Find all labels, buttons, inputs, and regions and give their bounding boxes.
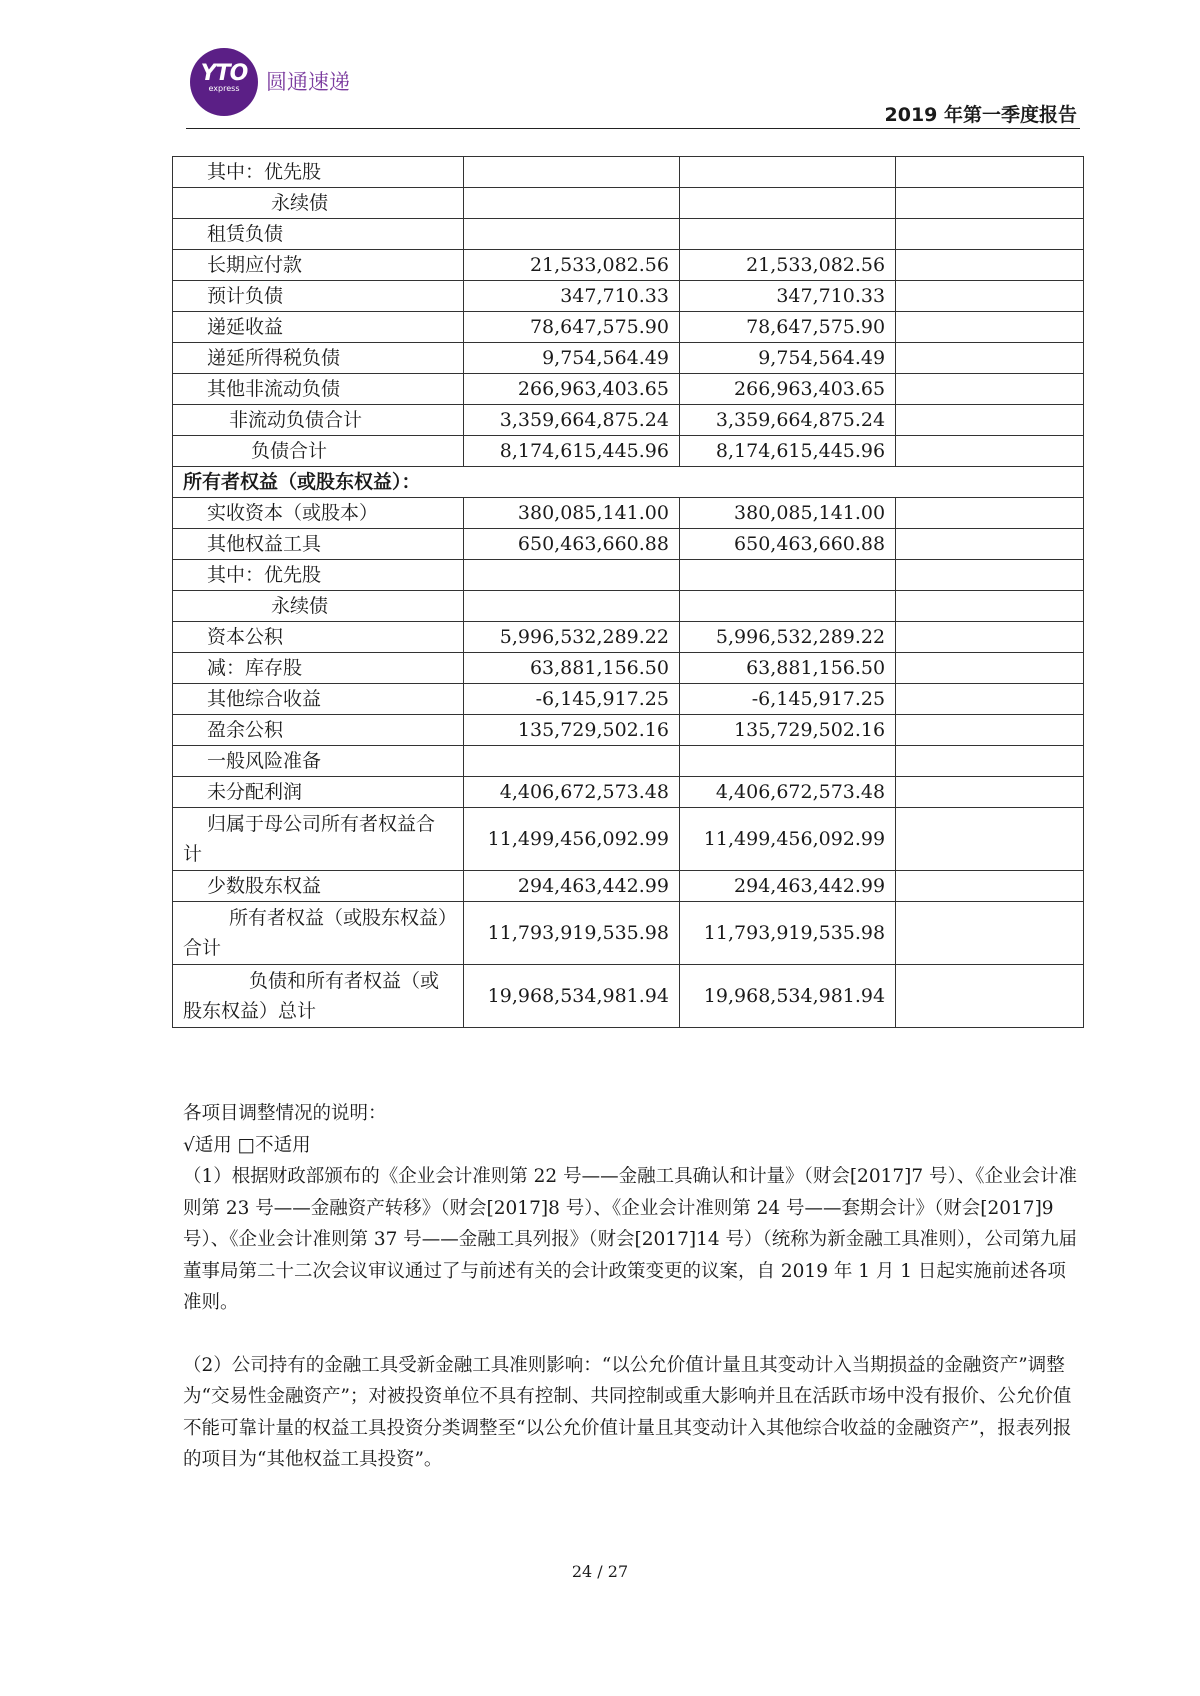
value-cell-3 <box>896 281 1084 312</box>
value-cell-1: 650,463,660.88 <box>463 529 679 560</box>
value-cell-1: 380,085,141.00 <box>463 498 679 529</box>
table-row <box>173 281 1084 312</box>
balance-sheet-table <box>172 156 1084 1028</box>
value-cell-3 <box>896 746 1084 777</box>
value-cell-3 <box>896 157 1084 188</box>
value-cell-2: 3,359,664,875.24 <box>679 405 895 436</box>
logo-badge <box>190 48 258 116</box>
row-label: 资本公积 <box>173 622 464 653</box>
row-label: 其他非流动负债 <box>173 374 464 405</box>
value-cell-2: 5,996,532,289.22 <box>679 622 895 653</box>
value-cell-3 <box>896 188 1084 219</box>
value-cell-3 <box>896 343 1084 374</box>
table-row <box>173 157 1084 188</box>
page-header <box>0 0 1200 140</box>
logo-subtext: express <box>208 84 240 93</box>
value-cell-3 <box>896 405 1084 436</box>
value-cell-3 <box>896 591 1084 622</box>
value-cell-3 <box>896 965 1084 1028</box>
value-cell-2: -6,145,917.25 <box>679 684 895 715</box>
value-cell-3 <box>896 622 1084 653</box>
value-cell-3 <box>896 250 1084 281</box>
value-cell-2 <box>679 188 895 219</box>
table-row <box>173 560 1084 591</box>
value-cell-3 <box>896 312 1084 343</box>
table-row <box>173 808 1084 871</box>
value-cell-1 <box>463 219 679 250</box>
table-row <box>173 219 1084 250</box>
row-label: 预计负债 <box>173 281 464 312</box>
value-cell-2: 11,499,456,092.99 <box>679 808 895 871</box>
row-label: 盈余公积 <box>173 715 464 746</box>
row-label: 永续债 <box>173 188 464 219</box>
value-cell-1: 11,793,919,535.98 <box>463 902 679 965</box>
value-cell-2: 266,963,403.65 <box>679 374 895 405</box>
value-cell-2: 135,729,502.16 <box>679 715 895 746</box>
value-cell-2: 8,174,615,445.96 <box>679 436 895 467</box>
page-number: 24 / 27 <box>571 1562 629 1581</box>
value-cell-3 <box>896 902 1084 965</box>
value-cell-3 <box>896 653 1084 684</box>
company-logo <box>190 48 360 116</box>
row-label: 归属于母公司所有者权益合计 <box>173 808 464 871</box>
value-cell-3 <box>896 498 1084 529</box>
table-row <box>173 746 1084 777</box>
applicability-indicator: √适用 □不适用 <box>183 1134 311 1156</box>
table-row <box>173 965 1084 1028</box>
section-row <box>173 467 1084 498</box>
value-cell-2: 4,406,672,573.48 <box>679 777 895 808</box>
table-row <box>173 498 1084 529</box>
table-row <box>173 777 1084 808</box>
company-name: 圆通速递 <box>266 70 350 94</box>
value-cell-3 <box>896 684 1084 715</box>
value-cell-2: 9,754,564.49 <box>679 343 895 374</box>
value-cell-2 <box>679 157 895 188</box>
row-label: 负债和所有者权益（或股东权益）总计 <box>173 965 464 1028</box>
table-row <box>173 436 1084 467</box>
row-label: 永续债 <box>173 591 464 622</box>
value-cell-2: 650,463,660.88 <box>679 529 895 560</box>
value-cell-2: 347,710.33 <box>679 281 895 312</box>
value-cell-2: 11,793,919,535.98 <box>679 902 895 965</box>
table-row <box>173 405 1084 436</box>
value-cell-1: 8,174,615,445.96 <box>463 436 679 467</box>
value-cell-3 <box>896 219 1084 250</box>
row-label: 少数股东权益 <box>173 871 464 902</box>
value-cell-2 <box>679 560 895 591</box>
value-cell-1: 78,647,575.90 <box>463 312 679 343</box>
value-cell-3 <box>896 808 1084 871</box>
row-label: 递延所得税负债 <box>173 343 464 374</box>
value-cell-1: 347,710.33 <box>463 281 679 312</box>
table-row <box>173 374 1084 405</box>
table-row <box>173 653 1084 684</box>
value-cell-1 <box>463 746 679 777</box>
value-cell-2 <box>679 746 895 777</box>
value-cell-1 <box>463 157 679 188</box>
value-cell-3 <box>896 715 1084 746</box>
value-cell-3 <box>896 436 1084 467</box>
row-label: 其中：优先股 <box>173 157 464 188</box>
value-cell-1: 3,359,664,875.24 <box>463 405 679 436</box>
value-cell-2: 63,881,156.50 <box>679 653 895 684</box>
header-divider <box>186 128 1080 129</box>
value-cell-3 <box>896 529 1084 560</box>
value-cell-1: 9,754,564.49 <box>463 343 679 374</box>
table-row <box>173 902 1084 965</box>
notes-heading: 各项目调整情况的说明： <box>183 1103 387 1124</box>
row-label: 一般风险准备 <box>173 746 464 777</box>
value-cell-1: 63,881,156.50 <box>463 653 679 684</box>
value-cell-1: 21,533,082.56 <box>463 250 679 281</box>
value-cell-1 <box>463 591 679 622</box>
value-cell-1: 4,406,672,573.48 <box>463 777 679 808</box>
value-cell-1: 266,963,403.65 <box>463 374 679 405</box>
table-row <box>173 312 1084 343</box>
value-cell-3 <box>896 374 1084 405</box>
paragraph-gap <box>183 1319 1083 1350</box>
value-cell-1 <box>463 560 679 591</box>
adjustment-notes <box>183 1098 1083 1476</box>
value-cell-1: 5,996,532,289.22 <box>463 622 679 653</box>
table-row <box>173 250 1084 281</box>
row-label: 其他权益工具 <box>173 529 464 560</box>
table-row <box>173 871 1084 902</box>
value-cell-1: 294,463,442.99 <box>463 871 679 902</box>
row-label: 减：库存股 <box>173 653 464 684</box>
row-label: 负债合计 <box>173 436 464 467</box>
value-cell-1 <box>463 188 679 219</box>
row-label: 实收资本（或股本） <box>173 498 464 529</box>
logo-mark: YTO <box>200 61 248 86</box>
value-cell-3 <box>896 871 1084 902</box>
value-cell-2: 21,533,082.56 <box>679 250 895 281</box>
row-label: 其他综合收益 <box>173 684 464 715</box>
note-paragraph-1: （1）根据财政部颁布的《企业会计准则第 22 号——金融工具确认和计量》（财会[2017]7 号）、《企业会计准则第 23 号——金融资产转移》（财会[2017]8 号）、《企业会计准则第 24 号——套期会计》（财会[2017]9 号）、《企业会计准则第 37 号——金融工具列报》（财会[2017]14 号）（统称为新金融工具准则），公司第九届董事局第二十二次会议审议通过了与前述有关的会计政策变更的议案，自 2019 年 1 月 1 日起实施前述各项准则。 <box>183 1166 1077 1313</box>
value-cell-1: 135,729,502.16 <box>463 715 679 746</box>
value-cell-2: 294,463,442.99 <box>679 871 895 902</box>
table-row <box>173 715 1084 746</box>
value-cell-2: 78,647,575.90 <box>679 312 895 343</box>
value-cell-2: 19,968,534,981.94 <box>679 965 895 1028</box>
table-row <box>173 591 1084 622</box>
row-label: 未分配利润 <box>173 777 464 808</box>
value-cell-3 <box>896 560 1084 591</box>
table-row <box>173 188 1084 219</box>
table-row <box>173 622 1084 653</box>
row-label: 非流动负债合计 <box>173 405 464 436</box>
value-cell-1: 11,499,456,092.99 <box>463 808 679 871</box>
row-label: 租赁负债 <box>173 219 464 250</box>
row-label: 递延收益 <box>173 312 464 343</box>
table-row <box>173 343 1084 374</box>
note-paragraph-2: （2）公司持有的金融工具受新金融工具准则影响：“以公允价值计量且其变动计入当期损益的金融资产”调整为“交易性金融资产”；对被投资单位不具有控制、共同控制或重大影响并且在活跃市场中没有报价、公允价值不能可靠计量的权益工具投资分类调整至“以公允价值计量且其变动计入其他综合收益的金融资产”，报表列报的项目为“其他权益工具投资”。 <box>183 1354 1072 1470</box>
section-heading: 所有者权益（或股东权益）： <box>173 467 1084 498</box>
table-row <box>173 684 1084 715</box>
row-label: 所有者权益（或股东权益）合计 <box>173 902 464 965</box>
value-cell-1: 19,968,534,981.94 <box>463 965 679 1028</box>
report-title: 2019 年第一季度报告 <box>884 104 1077 126</box>
value-cell-2 <box>679 591 895 622</box>
row-label: 其中：优先股 <box>173 560 464 591</box>
table-row <box>173 529 1084 560</box>
value-cell-2: 380,085,141.00 <box>679 498 895 529</box>
value-cell-1: -6,145,917.25 <box>463 684 679 715</box>
value-cell-3 <box>896 777 1084 808</box>
row-label: 长期应付款 <box>173 250 464 281</box>
value-cell-2 <box>679 219 895 250</box>
